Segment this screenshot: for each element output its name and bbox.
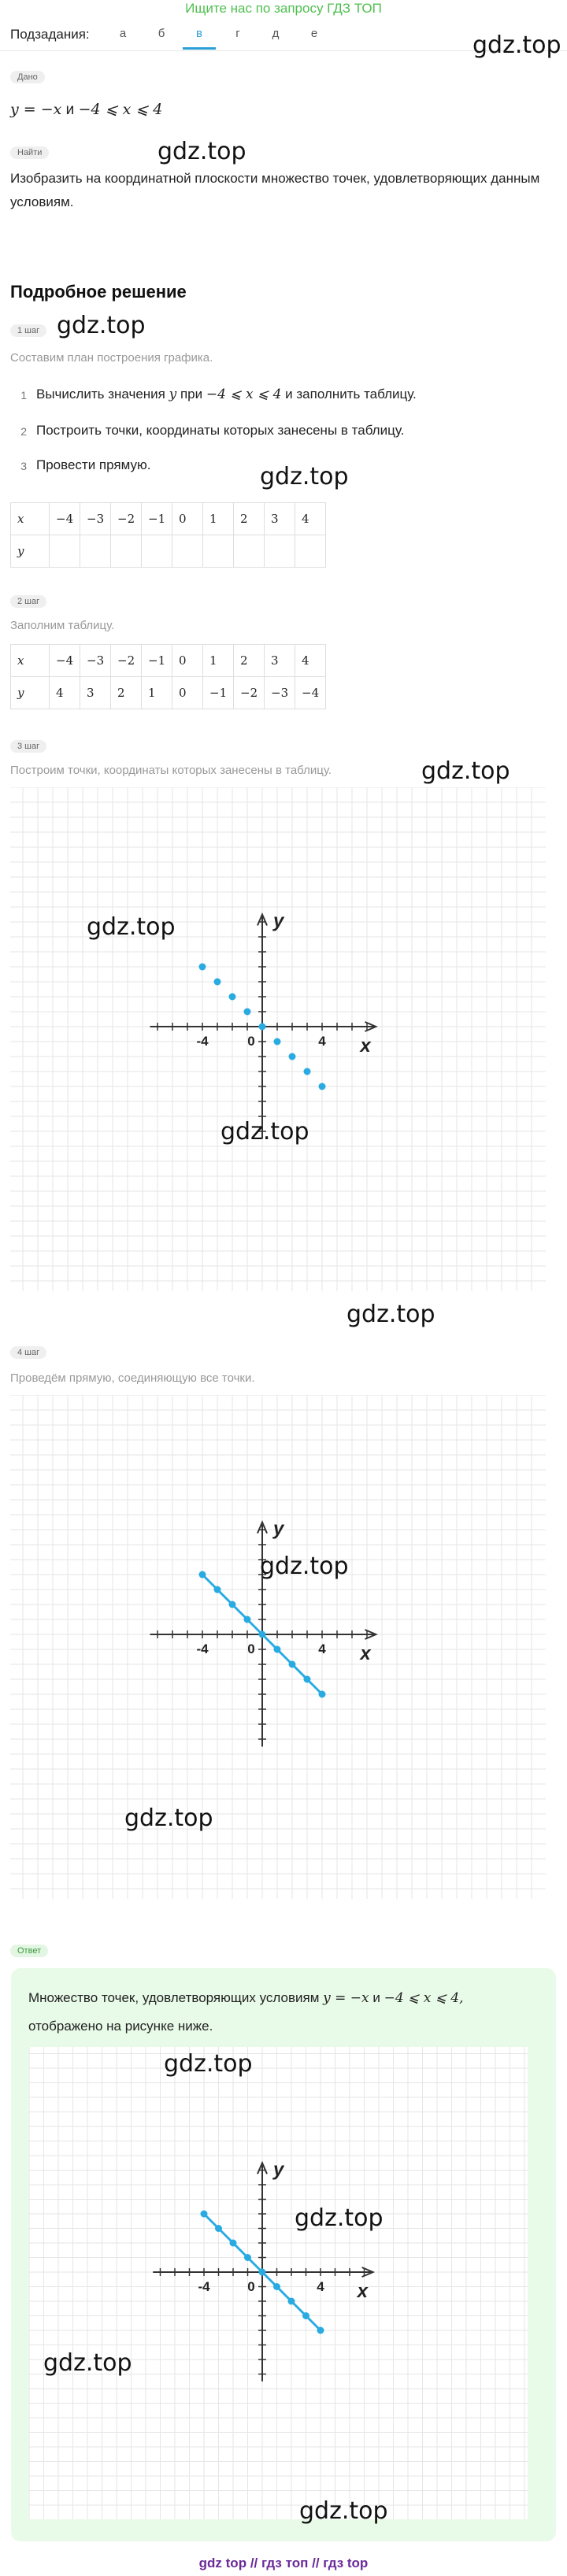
data-point bbox=[288, 2298, 295, 2305]
watermark: gdz.top bbox=[87, 913, 176, 941]
answer-text-a: Множество точек, удовлетворяющих условиям bbox=[28, 1990, 320, 2005]
data-point bbox=[244, 1616, 251, 1623]
plan-item-1-text-b: при bbox=[180, 387, 203, 402]
step1-intro: Составим план построения графика. bbox=[10, 351, 213, 365]
answer-connector: и bbox=[372, 1990, 380, 2005]
table-cell bbox=[111, 535, 142, 568]
top-banner: Ищите нас по запросу ГДЗ ТОП bbox=[185, 1, 382, 16]
y-axis-label: y bbox=[273, 1518, 284, 1540]
table-cell: −1 bbox=[203, 677, 234, 709]
table-cell: 3 bbox=[265, 645, 295, 677]
x-tick-label: 0 bbox=[247, 1034, 255, 1049]
data-point bbox=[304, 1068, 311, 1075]
data-point bbox=[319, 1083, 326, 1090]
data-point bbox=[259, 1023, 266, 1031]
table-cell bbox=[142, 535, 172, 568]
plan-item-1-number: 1 bbox=[20, 389, 27, 402]
x-tick-label: 0 bbox=[247, 1641, 255, 1656]
data-point bbox=[199, 1571, 206, 1579]
step3-chip: 3 шаг bbox=[10, 740, 46, 753]
plan-item-1-text-c: и заполнить таблицу. bbox=[285, 387, 417, 402]
table-cell: −4 bbox=[295, 677, 326, 709]
table-cell bbox=[295, 535, 326, 568]
table-cell: 2 bbox=[234, 503, 265, 535]
step4-chip: 4 шаг bbox=[10, 1346, 46, 1359]
data-point bbox=[259, 1631, 266, 1638]
table-cell: 0 bbox=[172, 503, 203, 535]
plan-item-3-number: 3 bbox=[20, 460, 27, 472]
active-tab-indicator bbox=[183, 47, 216, 50]
table-row bbox=[11, 503, 326, 535]
table-row bbox=[11, 645, 326, 677]
watermark: gdz.top bbox=[295, 2204, 384, 2232]
table-header-cell: x bbox=[11, 503, 50, 535]
answer-text bbox=[28, 1984, 548, 2041]
watermark: gdz.top bbox=[421, 757, 510, 785]
table-cell: 3 bbox=[80, 677, 111, 709]
table-cell bbox=[80, 535, 111, 568]
tab-v[interactable]: в bbox=[196, 27, 202, 40]
points-chart bbox=[10, 787, 546, 1291]
step2-chip: 2 шаг bbox=[10, 595, 46, 608]
tab-g[interactable]: г bbox=[235, 27, 240, 40]
data-point bbox=[201, 2211, 208, 2218]
table-cell: −2 bbox=[111, 645, 142, 677]
table-cell bbox=[50, 535, 80, 568]
x-tick-label: -4 bbox=[196, 1034, 209, 1049]
footer-link-gdz-top-mixed[interactable]: гдз top bbox=[323, 2556, 369, 2570]
x-axis-label: x bbox=[360, 1643, 371, 1664]
line-chart bbox=[10, 1395, 546, 1899]
table-cell bbox=[234, 535, 265, 568]
table-cell: −3 bbox=[80, 503, 111, 535]
given-connector: и bbox=[65, 102, 75, 118]
step4-intro: Проведём прямую, соединяющую все точки. bbox=[10, 1371, 255, 1385]
x-tick-label: 4 bbox=[318, 1641, 326, 1656]
watermark: gdz.top bbox=[472, 31, 561, 59]
plan-item-3: Провести прямую. bbox=[36, 457, 151, 472]
given-chip: Дано bbox=[10, 71, 45, 83]
data-point bbox=[230, 2240, 237, 2247]
tab-d[interactable]: д bbox=[272, 27, 280, 40]
watermark: gdz.top bbox=[164, 2050, 253, 2078]
plan-item-2: Построить точки, координаты которых занесены в таблицу. bbox=[36, 423, 405, 438]
table-cell: 4 bbox=[295, 645, 326, 677]
watermark: gdz.top bbox=[299, 2497, 388, 2525]
y-axis-label: y bbox=[273, 910, 284, 932]
data-point bbox=[302, 2312, 309, 2319]
given-formula-part1: y = −x bbox=[10, 101, 62, 118]
data-point bbox=[289, 1053, 296, 1060]
table-cell: 2 bbox=[234, 645, 265, 677]
x-axis-label: x bbox=[357, 2281, 368, 2302]
table-cell: −2 bbox=[234, 677, 265, 709]
table-header-cell: y bbox=[11, 677, 50, 709]
given-formula-part2: −4 ⩽ x ⩽ 4 bbox=[78, 101, 163, 118]
answer-chart bbox=[28, 2047, 528, 2519]
footer-link-gdz-top[interactable]: gdz top bbox=[198, 2556, 247, 2570]
filled-values-table bbox=[10, 644, 326, 709]
table-cell bbox=[172, 535, 203, 568]
watermark: gdz.top bbox=[346, 1301, 435, 1328]
data-point bbox=[229, 1601, 236, 1608]
watermark: gdz.top bbox=[158, 138, 246, 165]
data-point bbox=[317, 2327, 324, 2334]
table-cell bbox=[203, 535, 234, 568]
data-point bbox=[304, 1676, 311, 1683]
data-point bbox=[229, 994, 236, 1001]
step2-intro: Заполним таблицу. bbox=[10, 619, 115, 632]
data-point bbox=[273, 2283, 280, 2290]
table-cell: −4 bbox=[50, 645, 80, 677]
x-axis-label: x bbox=[360, 1035, 371, 1057]
watermark: gdz.top bbox=[260, 463, 349, 490]
data-point bbox=[319, 1691, 326, 1698]
data-point bbox=[214, 1586, 221, 1593]
watermark: gdz.top bbox=[43, 2349, 132, 2377]
table-row bbox=[11, 535, 326, 568]
table-cell: 0 bbox=[172, 677, 203, 709]
table-cell: −3 bbox=[80, 645, 111, 677]
tab-b[interactable]: б bbox=[158, 27, 165, 40]
data-point bbox=[214, 979, 221, 986]
answer-text-b: отображено на рисунке ниже. bbox=[28, 2019, 213, 2034]
plan-item-1 bbox=[36, 383, 417, 406]
x-tick-label: 4 bbox=[317, 2279, 324, 2294]
plan-item-2-number: 2 bbox=[20, 425, 27, 438]
tab-e[interactable]: е bbox=[310, 27, 318, 40]
data-point bbox=[199, 964, 206, 971]
table-cell bbox=[265, 535, 295, 568]
data-point bbox=[289, 1661, 296, 1668]
find-text: Изобразить на координатной плоскости множество точек, удовлетворяющих данным условиям. bbox=[10, 171, 540, 209]
tab-a[interactable]: а bbox=[119, 27, 127, 40]
solution-title: Подробное решение bbox=[10, 282, 187, 302]
plan-item-1-text-a: Вычислить значения bbox=[36, 387, 165, 402]
data-point bbox=[274, 1038, 281, 1046]
table-cell: 1 bbox=[203, 645, 234, 677]
data-point bbox=[215, 2225, 222, 2232]
step3-intro: Построим точки, координаты которых занесены в таблицу. bbox=[10, 764, 332, 777]
table-cell: 1 bbox=[203, 503, 234, 535]
footer-separator: // bbox=[312, 2556, 320, 2570]
table-cell: −4 bbox=[50, 503, 80, 535]
plan-item-1-cond: −4 ⩽ x ⩽ 4 bbox=[206, 387, 282, 402]
table-cell: 4 bbox=[295, 503, 326, 535]
empty-values-table bbox=[10, 502, 326, 568]
answer-chip: Ответ bbox=[10, 1945, 48, 1957]
table-row bbox=[11, 677, 326, 709]
table-cell: 0 bbox=[172, 645, 203, 677]
footer-link-gdz-top-ru[interactable]: гдз топ bbox=[261, 2556, 309, 2570]
y-axis-label: y bbox=[273, 2159, 284, 2181]
x-tick-label: -4 bbox=[198, 2279, 210, 2294]
table-header-cell: x bbox=[11, 645, 50, 677]
plan-item-1-var: y bbox=[169, 387, 177, 402]
watermark: gdz.top bbox=[57, 312, 146, 339]
table-cell: 4 bbox=[50, 677, 80, 709]
footer-links bbox=[0, 2556, 567, 2571]
data-point bbox=[244, 1009, 251, 1016]
given-formula bbox=[10, 98, 162, 122]
table-cell: 1 bbox=[142, 677, 172, 709]
data-point bbox=[244, 2254, 251, 2261]
find-chip: Найти bbox=[10, 146, 49, 159]
table-cell: 2 bbox=[111, 677, 142, 709]
table-header-cell: y bbox=[11, 535, 50, 568]
watermark: gdz.top bbox=[260, 1553, 349, 1580]
table-cell: −1 bbox=[142, 645, 172, 677]
table-cell: 3 bbox=[265, 503, 295, 535]
table-cell: −2 bbox=[111, 503, 142, 535]
data-point bbox=[259, 2269, 266, 2276]
x-tick-label: 4 bbox=[318, 1034, 326, 1049]
answer-formula-a: y = −x bbox=[323, 1990, 369, 2006]
x-tick-label: -4 bbox=[196, 1641, 209, 1656]
watermark: gdz.top bbox=[124, 1804, 213, 1832]
watermark: gdz.top bbox=[220, 1118, 309, 1146]
x-tick-label: 0 bbox=[247, 2279, 255, 2294]
footer-separator: // bbox=[250, 2556, 258, 2570]
answer-formula-b: −4 ⩽ x ⩽ 4, bbox=[384, 1990, 464, 2006]
table-cell: −1 bbox=[142, 503, 172, 535]
table-cell: −3 bbox=[265, 677, 295, 709]
step1-chip: 1 шаг bbox=[10, 324, 46, 337]
data-point bbox=[274, 1646, 281, 1653]
subtasks-label: Подзадания: bbox=[10, 27, 90, 42]
